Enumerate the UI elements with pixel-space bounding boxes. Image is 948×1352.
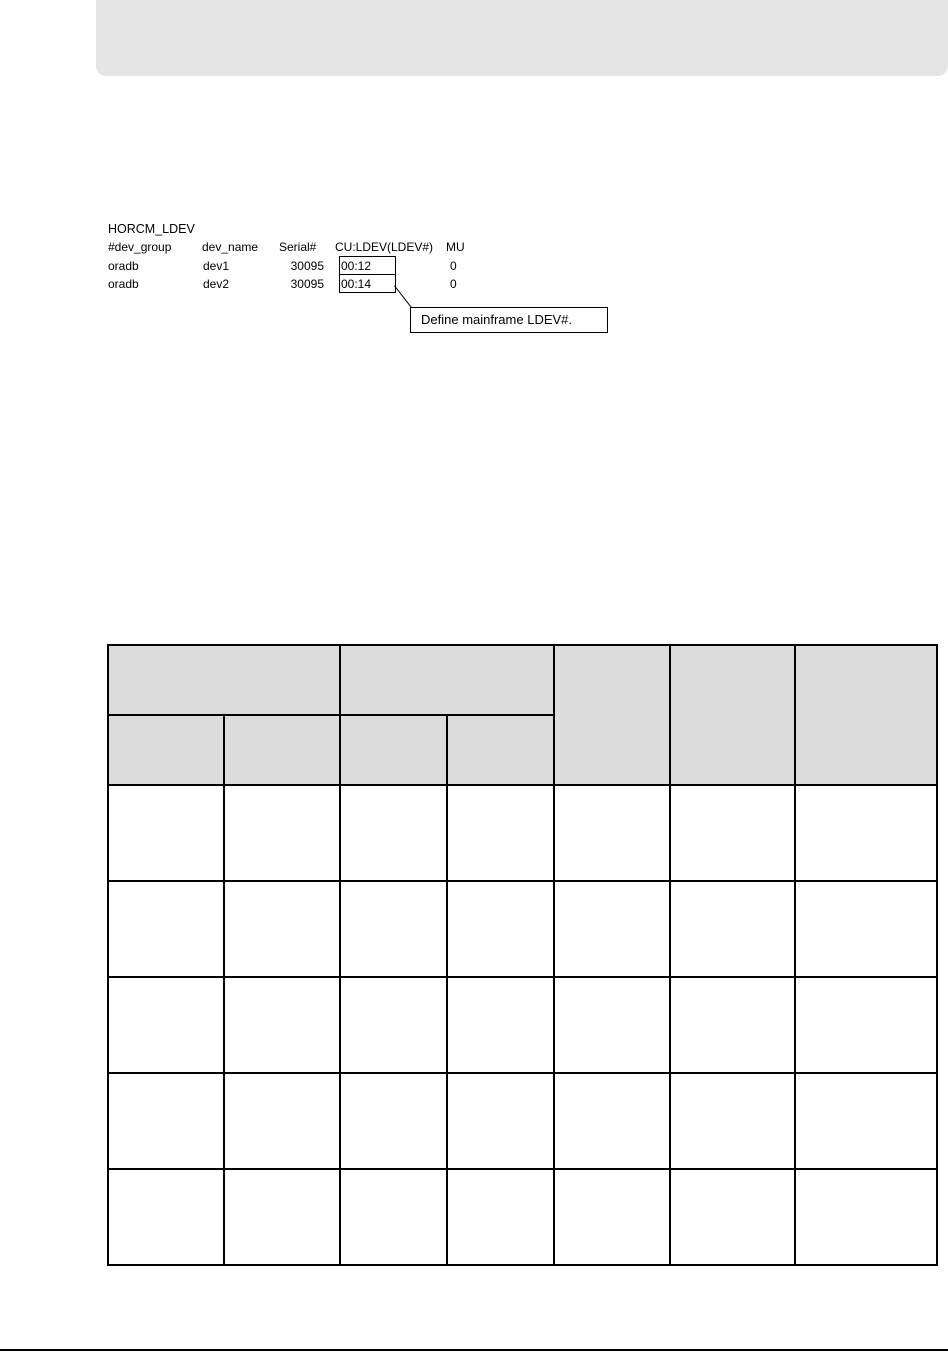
header-cu-ldev: CU:LDEV(LDEV#)	[335, 240, 434, 254]
row1-serial: 30095	[290, 259, 324, 273]
header-cell-group-2	[340, 645, 554, 715]
header-cell-6	[670, 645, 795, 785]
ldev-highlight-divider	[339, 274, 396, 275]
header-subcell-1	[108, 715, 224, 785]
row1-mu: 0	[450, 259, 457, 273]
header-subcell-3	[340, 715, 447, 785]
row2-serial: 30095	[290, 277, 324, 291]
header-dev-group: #dev_group	[108, 240, 172, 254]
header-subcell-2	[224, 715, 340, 785]
table-row	[108, 785, 937, 881]
row2-dev-group: oradb	[108, 277, 139, 291]
table-row	[108, 977, 937, 1073]
footer-rule	[0, 1349, 948, 1351]
row2-mu: 0	[450, 277, 457, 291]
row1-cu-ldev: 00:12	[341, 259, 372, 273]
header-cell-5	[554, 645, 670, 785]
header-subcell-4	[447, 715, 554, 785]
table-row	[108, 881, 937, 977]
header-cell-7	[795, 645, 937, 785]
row2-dev-name: dev2	[203, 277, 230, 291]
header-row-1	[108, 645, 937, 715]
table-row	[108, 1073, 937, 1169]
row1-dev-group: oradb	[108, 259, 139, 273]
table-row	[108, 1169, 937, 1265]
config-title: HORCM_LDEV	[108, 222, 195, 236]
note-box	[96, 0, 948, 76]
horcm-ldev-example	[108, 222, 628, 342]
empty-table	[107, 644, 938, 1266]
callout-label: Define mainframe LDEV#.	[410, 307, 608, 333]
header-serial: Serial#	[279, 240, 317, 254]
header-mu: MU	[446, 240, 465, 254]
header-cell-group-1	[108, 645, 340, 715]
row2-cu-ldev: 00:14	[341, 277, 372, 291]
row1-dev-name: dev1	[203, 259, 230, 273]
header-dev-name: dev_name	[202, 240, 259, 254]
